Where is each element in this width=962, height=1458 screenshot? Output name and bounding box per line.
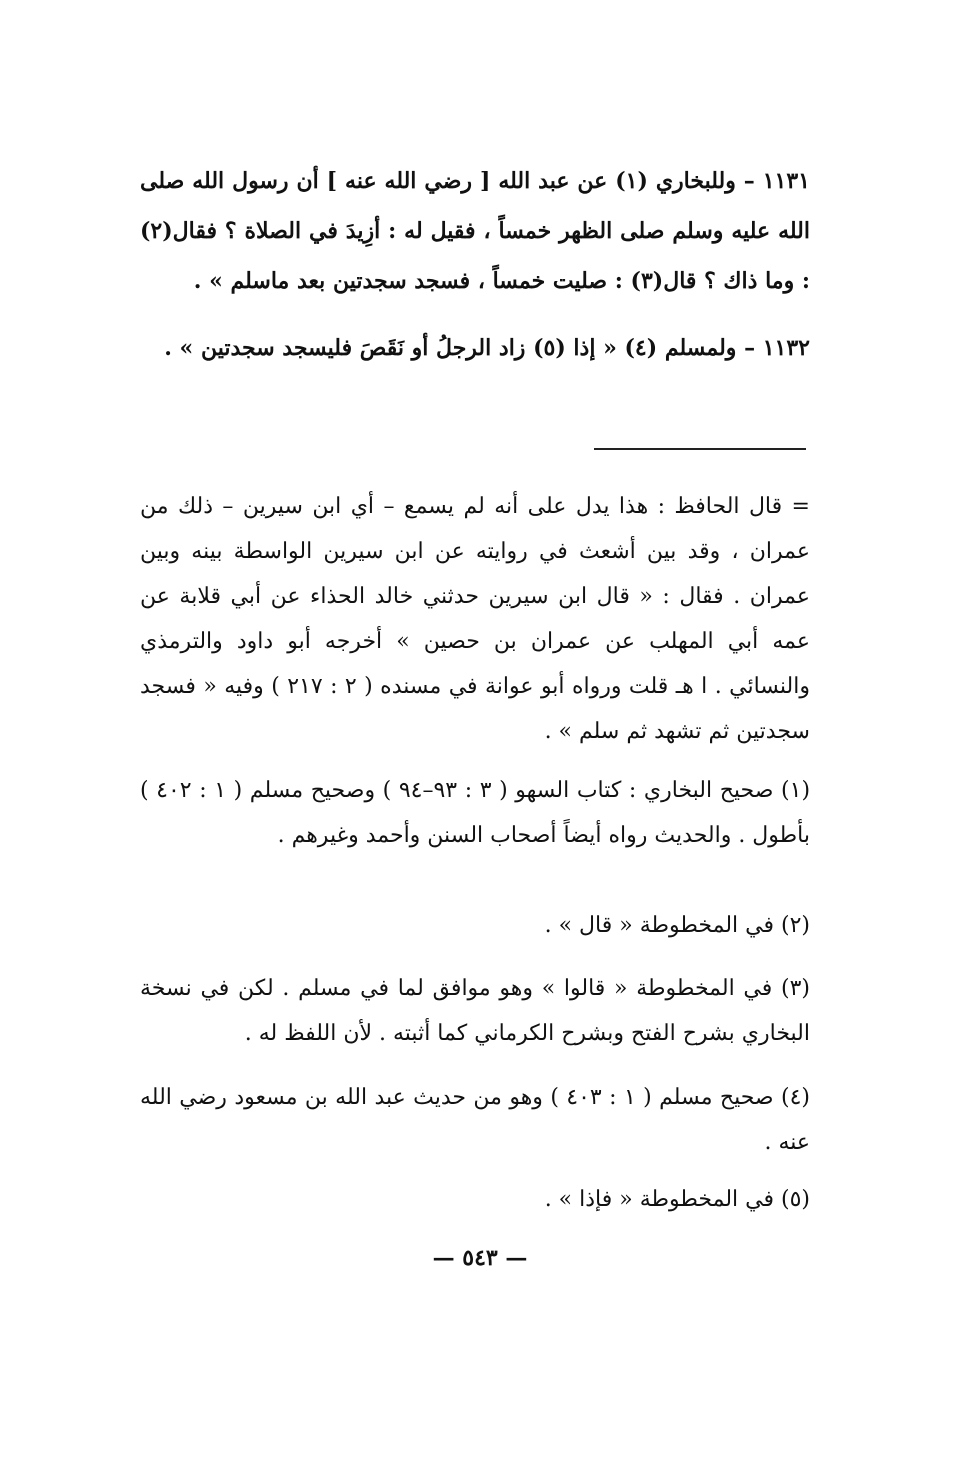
hadith-1132-paragraph: ١١٣٢ – ولمسلم (٤) « إذا (٥) زاد الرجلُ أو نَقَصَ فليسجد سجدتين » . (164, 335, 810, 361)
footnote-4: (٤) صحيح مسلم ( ١ : ٤٠٣ ) وهو من حديث عبد الله بن مسعود رضي الله عنه . (140, 1085, 810, 1155)
footnote-separator-rule (594, 448, 806, 450)
footnote-1: (١) صحيح البخاري : كتاب السهو ( ٣ : ٩٣–٩٤ ) وصحيح مسلم ( ١ : ٤٠٢ ) بأطول . والحديث رواه أيضاً أصحاب السنن وأحمد وغيرهم . (140, 778, 811, 848)
page-number: — ٥٤٣ — (432, 1245, 528, 1271)
footnote-2: (٢) في المخطوطة « قال » . (544, 913, 810, 938)
hadith-1131-paragraph: ١١٣١ – وللبخاري (١) عن عبد الله [ رضي الله عنه ] أن رسول الله صلى الله عليه وسلم صلى الظهر خمساً ، فقيل له : أزِيدَ في الصلاة ؟ فقال(٢) : وما ذاك ؟ قال(٣) : صليت خمساً ، فسجد سجدتين بعد ماسلم » . (140, 168, 810, 294)
footnote-continuation: = قال الحافظ : هذا يدل على أنه لم يسمع – أي ابن سيرين – ذلك من عمران ، وقد بين أشعث في روايته عن ابن سيرين الواسطة بينه وبين عمران . فقال : « قال ابن سيرين حدثني خالد الحذاء عن أبي قلابة عن عمه أبي المهلب عن عمران بن حصين » أخرجه أبو داود والترمذي والنسائي . ا هـ قلت ورواه أبو عوانة في مسنده ( ٢ : ٢١٧ ) وفيه « فسجد سجدتين ثم تشهد ثم سلم » . (140, 494, 811, 744)
footnote-3: (٣) في المخطوطة « قالوا » وهو موافق لما في مسلم . لكن في نسخة البخاري بشرح الفتح وبشرح الكرماني كما أثبته . لأن اللفظ له . (140, 976, 810, 1046)
footnote-5: (٥) في المخطوطة « فإذا » . (544, 1187, 810, 1212)
